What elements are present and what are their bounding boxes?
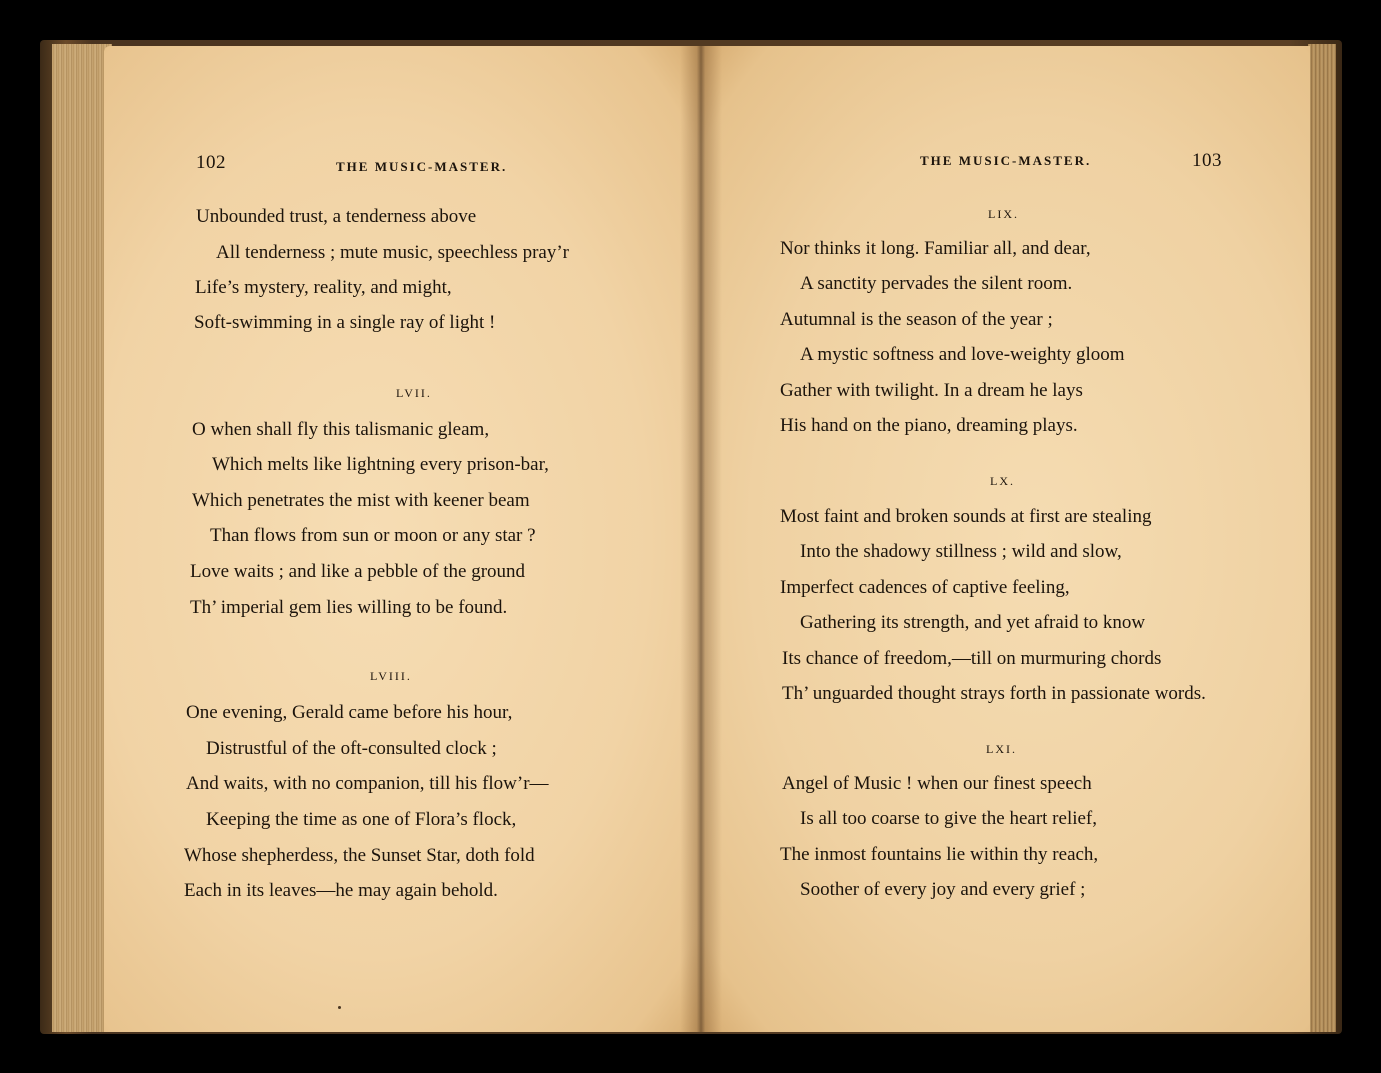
verse-line: Nor thinks it long. Familiar all, and dear, (780, 238, 1091, 259)
verse-line: Angel of Music ! when our finest speech (782, 773, 1092, 794)
verse-line: Which melts like lightning every prison-bar, (212, 454, 549, 475)
verse-line: Most faint and broken sounds at first are stealing (780, 506, 1152, 527)
stanza-number: LVII. (396, 386, 432, 400)
right-page (700, 46, 1310, 1032)
page-number: 102 (196, 152, 226, 173)
verse-line: Distrustful of the oft-consulted clock ; (206, 738, 497, 759)
verse-line: The inmost fountains lie within thy reach, (780, 844, 1099, 865)
page-number: 103 (1192, 150, 1222, 171)
verse-line: Each in its leaves—he may again behold. (184, 880, 498, 901)
verse-line: And waits, with no companion, till his flow’r— (186, 773, 549, 794)
running-head: THE MUSIC-MASTER. (336, 159, 508, 174)
paper-speck (338, 1006, 341, 1009)
verse-line: Whose shepherdess, the Sunset Star, doth fold (184, 845, 535, 866)
verse-line: A mystic softness and love-weighty gloom (800, 344, 1125, 365)
verse-line: Into the shadowy stillness ; wild and slow, (800, 541, 1122, 562)
verse-line: Soother of every joy and every grief ; (800, 879, 1086, 900)
verse-line: Life’s mystery, reality, and might, (195, 277, 452, 298)
verse-line: Keeping the time as one of Flora’s flock, (206, 809, 517, 830)
book-gutter (680, 46, 722, 1032)
verse-line: Than flows from sun or moon or any star ? (210, 525, 536, 546)
page-edges-right (1308, 44, 1336, 1032)
stanza-number: LVIII. (370, 669, 412, 683)
page-edges-left (52, 44, 112, 1032)
verse-line: Which penetrates the mist with keener beam (192, 490, 530, 511)
left-page (104, 46, 700, 1032)
stanza-number: LX. (990, 474, 1015, 488)
verse-line: Gathering its strength, and yet afraid to know (800, 612, 1146, 633)
verse-line: O when shall fly this talismanic gleam, (192, 419, 490, 440)
stanza-number: LIX. (988, 207, 1019, 221)
verse-line: Is all too coarse to give the heart relief, (800, 808, 1098, 829)
verse-line: All tenderness ; mute music, speechless pray’r (216, 242, 569, 263)
verse-line: Th’ unguarded thought strays forth in passionate words. (782, 683, 1206, 704)
verse-line: His hand on the piano, dreaming plays. (780, 415, 1078, 436)
verse-line: Imperfect cadences of captive feeling, (780, 577, 1070, 598)
verse-line: Unbounded trust, a tenderness above (196, 206, 477, 227)
verse-line: Soft-swimming in a single ray of light ! (194, 312, 496, 333)
verse-line: Autumnal is the season of the year ; (780, 309, 1053, 330)
verse-line: Its chance of freedom,—till on murmuring chords (782, 648, 1162, 669)
verse-line: Love waits ; and like a pebble of the ground (190, 561, 526, 582)
verse-line: Th’ imperial gem lies willing to be found. (190, 597, 508, 618)
verse-line: A sanctity pervades the silent room. (800, 273, 1073, 294)
verse-line: Gather with twilight. In a dream he lays (780, 380, 1083, 401)
running-head: THE MUSIC-MASTER. (920, 153, 1092, 168)
stanza-number: LXI. (986, 742, 1017, 756)
verse-line: One evening, Gerald came before his hour, (186, 702, 513, 723)
